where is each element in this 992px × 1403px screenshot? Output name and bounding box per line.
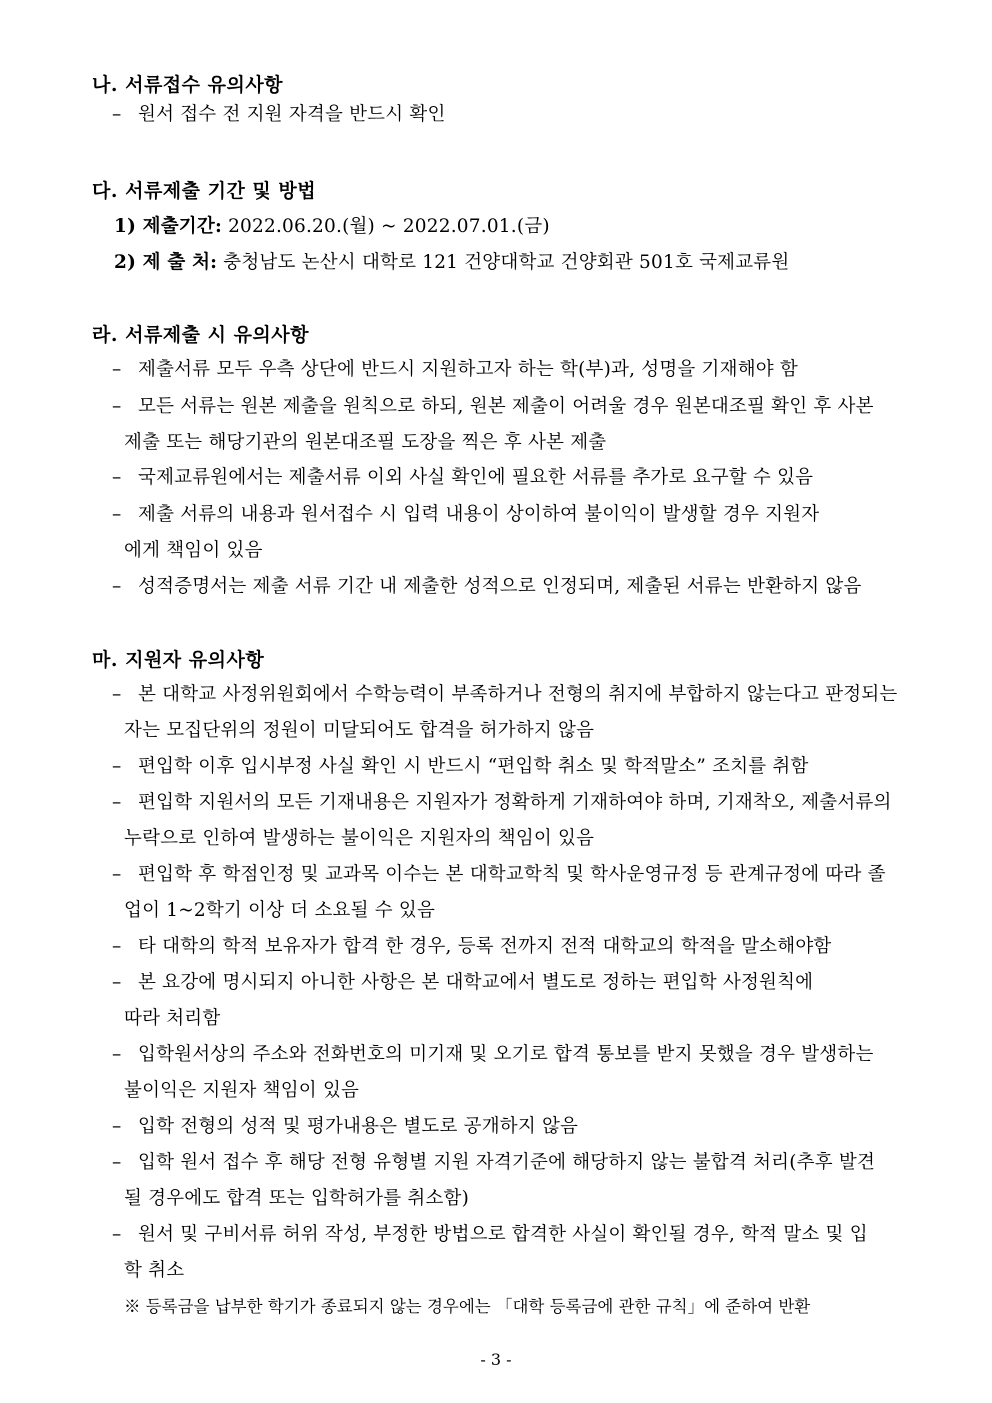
bullet-text: 제출 서류의 내용과 원서접수 시 입력 내용이 상이하여 불이익이 발생할 경우 지원자 — [138, 504, 820, 525]
bullet-dash: – — [112, 936, 122, 957]
bullet-text: 제출서류 모두 우측 상단에 반드시 지원하고자 하는 학(부)과, 성명을 기재해야 함 — [138, 359, 798, 380]
refund-note: ※ 등록금을 납부한 학기가 종료되지 않는 경우에는 「대학 등록금에 관한 규칙」에 준하여 반환 — [124, 1297, 811, 1316]
continuation-line: 에게 책임이 있음 — [124, 540, 263, 561]
bullet-text: 원서 접수 전 지원 자격을 반드시 확인 — [138, 104, 446, 125]
section-title-da: 다. 서류제출 기간 및 방법 — [92, 180, 317, 202]
bullet-dash: – — [112, 359, 122, 380]
bullet-line — [112, 1040, 874, 1066]
continuation-line: 될 경우에도 합격 또는 입학허가를 취소함) — [124, 1188, 470, 1209]
info-item-period — [114, 212, 550, 238]
bullet-line — [112, 572, 862, 598]
info-value: 충청남도 논산시 대학로 121 건양대학교 건양회관 501호 국제교류원 — [217, 252, 790, 273]
bullet-dash: – — [112, 756, 122, 777]
bullet-text: 입학 원서 접수 후 해당 전형 유형별 지원 자격기준에 해당하지 않는 불합격 처리(추후 발견 — [138, 1152, 876, 1173]
bullet-dash: – — [112, 864, 122, 885]
bullet-line — [112, 1148, 875, 1174]
bullet-dash: – — [112, 1044, 122, 1065]
continuation-line: 자는 모집단위의 정원이 미달되어도 합격을 허가하지 않음 — [124, 720, 595, 741]
bullet-text: 편입학 이후 입시부정 사실 확인 시 반드시 “편입학 취소 및 학적말소” 조치를 취함 — [138, 756, 809, 777]
continuation-line: 따라 처리함 — [124, 1008, 221, 1029]
continuation-line: 업이 1~2학기 이상 더 소요될 수 있음 — [124, 900, 436, 921]
continuation-line: 제출 또는 해당기관의 원본대조필 도장을 찍은 후 사본 제출 — [124, 432, 607, 453]
bullet-dash: – — [112, 1152, 122, 1173]
bullet-line — [112, 680, 898, 706]
info-label: 2) 제 출 처: — [114, 252, 218, 273]
bullet-dash: – — [112, 504, 122, 525]
bullet-text: 편입학 지원서의 모든 기재내용은 지원자가 정확하게 기재하여야 하며, 기재착오, 제출서류의 — [138, 792, 892, 813]
bullet-dash: – — [112, 684, 122, 705]
section-title-ra: 라. 서류제출 시 유의사항 — [92, 324, 309, 346]
bullet-text: 모든 서류는 원본 제출을 원칙으로 하되, 원본 제출이 어려울 경우 원본대조필 확인 후 사본 — [138, 396, 874, 417]
info-item-place — [114, 248, 789, 274]
bullet-line — [112, 392, 874, 418]
bullet-line — [112, 500, 819, 526]
bullet-text: 편입학 후 학점인정 및 교과목 이수는 본 대학교학칙 및 학사운영규정 등 관계규정에 따라 졸 — [138, 864, 886, 885]
info-value: 2022.06.20.(월) ~ 2022.07.01.(금) — [221, 216, 550, 237]
bullet-text: 원서 및 구비서류 허위 작성, 부정한 방법으로 합격한 사실이 확인될 경우, 학적 말소 및 입 — [138, 1224, 868, 1245]
bullet-line — [112, 932, 831, 958]
bullet-line — [112, 1112, 578, 1138]
page-number: - 3 - — [480, 1350, 512, 1369]
bullet-line — [112, 752, 809, 778]
bullet-line — [112, 968, 813, 994]
section-title-na: 나. 서류접수 유의사항 — [92, 74, 284, 96]
bullet-line — [112, 463, 813, 489]
bullet-line — [112, 860, 886, 886]
bullet-line — [112, 355, 798, 381]
bullet-text: 타 대학의 학적 보유자가 합격 한 경우, 등록 전까지 전적 대학교의 학적을 말소해야함 — [138, 936, 832, 957]
section-title-ma: 마. 지원자 유의사항 — [92, 649, 265, 671]
continuation-line: 누락으로 인하여 발생하는 불이익은 지원자의 책임이 있음 — [124, 828, 595, 849]
bullet-dash: – — [112, 1224, 122, 1245]
bullet-dash: – — [112, 576, 122, 597]
bullet-dash: – — [112, 104, 122, 125]
bullet-dash: – — [112, 972, 122, 993]
continuation-line: 불이익은 지원자 책임이 있음 — [124, 1080, 360, 1101]
bullet-line — [112, 100, 446, 126]
bullet-text: 본 요강에 명시되지 아니한 사항은 본 대학교에서 별도로 정하는 편입학 사정원칙에 — [138, 972, 814, 993]
bullet-text: 입학원서상의 주소와 전화번호의 미기재 및 오기로 합격 통보를 받지 못했을 경우 발생하는 — [138, 1044, 874, 1065]
bullet-dash: – — [112, 467, 122, 488]
bullet-dash: – — [112, 1116, 122, 1137]
bullet-line — [112, 788, 892, 814]
bullet-line — [112, 1220, 868, 1246]
bullet-dash: – — [112, 396, 122, 417]
bullet-text: 본 대학교 사정위원회에서 수학능력이 부족하거나 전형의 취지에 부합하지 않는다고 판정되는 — [138, 684, 898, 705]
bullet-text: 성적증명서는 제출 서류 기간 내 제출한 성적으로 인정되며, 제출된 서류는 반환하지 않음 — [138, 576, 862, 597]
bullet-dash: – — [112, 792, 122, 813]
bullet-text: 국제교류원에서는 제출서류 이외 사실 확인에 필요한 서류를 추가로 요구할 수 있음 — [138, 467, 814, 488]
continuation-line: 학 취소 — [124, 1260, 185, 1281]
info-label: 1) 제출기간: — [114, 216, 222, 237]
bullet-text: 입학 전형의 성적 및 평가내용은 별도로 공개하지 않음 — [138, 1116, 579, 1137]
